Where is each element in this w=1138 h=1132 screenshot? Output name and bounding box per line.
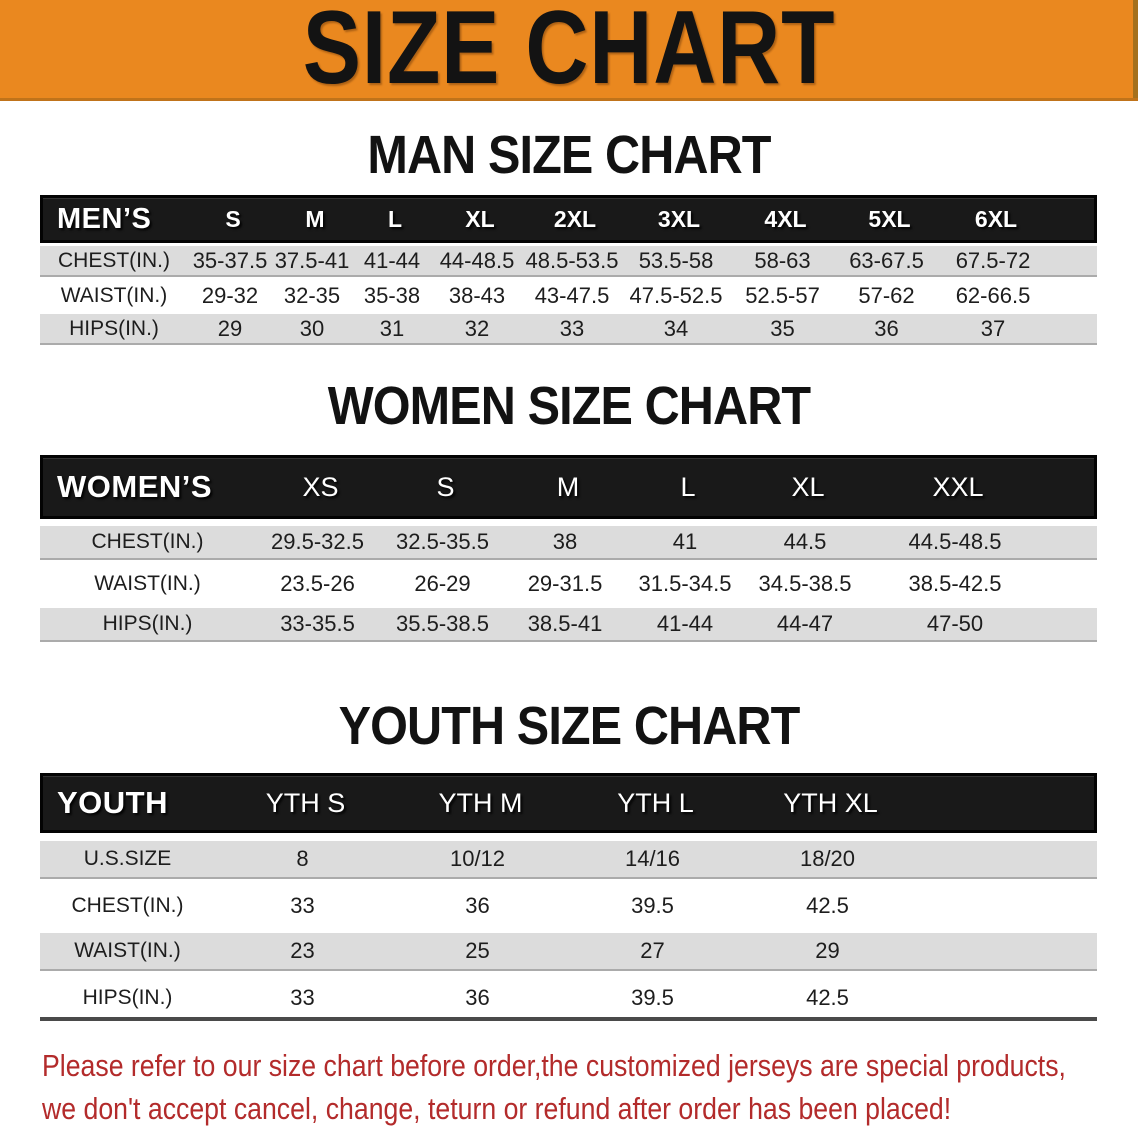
mens-size-value-2-1: 30 <box>299 315 325 341</box>
womens-size-value-0-3: 41 <box>672 529 698 554</box>
mens-size-value-1-8: 62-66.5 <box>955 282 1031 308</box>
womens-size-value-2-2: 38.5-41 <box>527 611 603 636</box>
womens-table-row-0 <box>40 526 1097 560</box>
youth-size-value-0-0: 8 <box>296 846 309 871</box>
mens-size-value-0-7: 63-67.5 <box>849 247 924 273</box>
heading-womens <box>0 376 1138 436</box>
youth-size-value-3-3: 42.5 <box>806 985 849 1010</box>
womens-size-value-0-4: 44.5 <box>783 529 827 554</box>
youth-row-label-3: HIPS(IN.) <box>82 986 173 1009</box>
youth-size-value-2-1: 25 <box>465 938 490 963</box>
womens-row-label-2: HIPS(IN.) <box>102 612 193 635</box>
mens-table-row-1 <box>40 280 1097 311</box>
mens-size-value-2-8: 37 <box>980 315 1006 341</box>
mens-size-value-0-3: 44-48.5 <box>439 247 515 273</box>
womens-size-value-2-3: 41-44 <box>656 611 714 636</box>
mens-header-row <box>40 195 1097 243</box>
mens-column-header-7: 5XL <box>868 205 911 232</box>
mens-row-label-1: WAIST(IN.) <box>60 283 168 307</box>
womens-size-value-2-0: 33-35.5 <box>280 611 355 636</box>
youth-table-row-1 <box>40 887 1097 925</box>
youth-size-value-0-1: 10/12 <box>449 846 506 871</box>
womens-size-value-2-1: 35.5-38.5 <box>396 611 489 636</box>
womens-row-label-0: CHEST(IN.) <box>91 530 204 553</box>
mens-column-header-5: 3XL <box>657 205 701 232</box>
youth-size-value-2-2: 27 <box>640 938 665 963</box>
mens-corner-label: MEN’S <box>57 202 152 235</box>
mens-column-header-0: S <box>225 205 241 232</box>
mens-size-value-1-2: 35-38 <box>363 282 421 308</box>
womens-size-value-0-2: 38 <box>552 529 578 554</box>
mens-size-value-2-3: 32 <box>464 315 490 341</box>
mens-row-label-0: CHEST(IN.) <box>58 248 170 272</box>
youth-column-header-1: YTH M <box>438 787 523 818</box>
disclaimer-line-1: Please refer to our size chart before order,the customized jerseys are special products, <box>42 1048 1066 1083</box>
womens-size-value-1-2: 29-31.5 <box>527 571 603 596</box>
womens-header-row <box>40 455 1097 519</box>
youth-size-value-3-0: 33 <box>290 985 315 1010</box>
mens-size-value-2-6: 35 <box>770 315 795 341</box>
section-youth <box>0 696 1138 1021</box>
youth-column-header-0: YTH S <box>265 787 346 818</box>
youth-corner-label: YOUTH <box>57 785 168 820</box>
youth-size-value-1-3: 42.5 <box>806 893 849 918</box>
womens-size-value-1-4: 34.5-38.5 <box>758 571 852 596</box>
womens-size-value-0-1: 32.5-35.5 <box>396 529 489 554</box>
womens-column-header-3: L <box>680 471 696 502</box>
heading-text-mens: MAN SIZE CHART <box>367 125 771 185</box>
womens-column-header-0: XS <box>302 471 339 502</box>
youth-row-label-1: CHEST(IN.) <box>71 894 184 917</box>
youth-size-value-0-2: 14/16 <box>624 846 681 871</box>
youth-size-value-3-2: 39.5 <box>631 985 674 1010</box>
mens-size-value-1-6: 52.5-57 <box>745 282 820 308</box>
womens-size-value-1-1: 26-29 <box>414 571 471 596</box>
mens-table <box>40 195 1097 345</box>
womens-size-value-2-5: 47-50 <box>926 611 984 636</box>
youth-column-header-2: YTH L <box>617 787 694 818</box>
size-chart-sections <box>0 125 1138 1021</box>
youth-size-value-2-0: 23 <box>290 938 315 963</box>
youth-row-label-0: U.S.SIZE <box>83 847 172 870</box>
mens-size-value-0-8: 67.5-72 <box>955 247 1031 273</box>
womens-table <box>40 455 1097 642</box>
mens-size-value-1-3: 38-43 <box>448 282 506 308</box>
womens-row-label-1: WAIST(IN.) <box>94 572 201 595</box>
mens-size-value-0-6: 58-63 <box>754 247 811 273</box>
youth-header-row <box>40 773 1097 833</box>
youth-size-value-3-1: 36 <box>465 985 490 1010</box>
youth-column-header-3: YTH XL <box>783 787 878 818</box>
youth-table-row-2 <box>40 933 1097 971</box>
mens-size-value-0-5: 53.5-58 <box>638 247 714 273</box>
mens-size-value-1-5: 47.5-52.5 <box>629 282 723 308</box>
heading-text-womens: WOMEN SIZE CHART <box>327 376 811 436</box>
youth-table <box>40 773 1097 1021</box>
mens-size-value-2-0: 29 <box>217 315 243 341</box>
mens-size-value-2-7: 36 <box>874 315 899 341</box>
mens-size-value-1-7: 57-62 <box>858 282 915 308</box>
mens-column-header-2: L <box>387 205 403 232</box>
disclaimer-line-2: we don't accept cancel, change, teturn or refund after order has been placed! <box>42 1091 952 1126</box>
heading-youth <box>0 696 1138 756</box>
banner-right-edge <box>1133 0 1138 98</box>
heading-text-youth: YOUTH SIZE CHART <box>338 696 800 756</box>
mens-table-row-0 <box>40 246 1097 277</box>
womens-column-header-5: XXL <box>932 471 984 502</box>
mens-size-value-0-4: 48.5-53.5 <box>525 247 619 273</box>
mens-size-value-2-2: 31 <box>379 315 405 341</box>
youth-size-value-2-3: 29 <box>815 938 840 963</box>
youth-size-value-1-0: 33 <box>290 893 315 918</box>
mens-column-header-4: 2XL <box>553 205 597 232</box>
mens-size-value-2-4: 33 <box>559 315 585 341</box>
section-womens <box>0 376 1138 642</box>
womens-size-value-1-3: 31.5-34.5 <box>638 571 732 596</box>
mens-table-row-2 <box>40 314 1097 345</box>
youth-size-value-1-2: 39.5 <box>631 893 674 918</box>
womens-column-header-2: M <box>556 471 580 502</box>
mens-size-value-2-5: 34 <box>663 315 689 341</box>
mens-size-value-1-4: 43-47.5 <box>534 282 610 308</box>
womens-column-header-1: S <box>436 471 455 502</box>
womens-column-header-4: XL <box>791 471 825 502</box>
mens-size-value-1-0: 29-32 <box>201 282 259 308</box>
womens-table-row-1 <box>40 567 1097 601</box>
heading-mens <box>0 125 1138 185</box>
womens-size-value-0-0: 29.5-32.5 <box>271 529 364 554</box>
mens-column-header-6: 4XL <box>764 205 807 232</box>
mens-size-value-0-1: 37.5-41 <box>274 247 350 273</box>
womens-size-value-2-4: 44-47 <box>776 611 834 636</box>
youth-table-row-0 <box>40 841 1097 879</box>
mens-size-value-0-2: 41-44 <box>363 247 421 273</box>
mens-column-header-1: M <box>305 205 325 232</box>
womens-corner-label: WOMEN’S <box>57 469 213 504</box>
youth-row-label-2: WAIST(IN.) <box>74 939 181 962</box>
womens-table-row-2 <box>40 608 1097 642</box>
womens-size-value-1-5: 38.5-42.5 <box>908 571 1002 596</box>
disclaimer <box>42 1044 1138 1130</box>
mens-row-label-2: HIPS(IN.) <box>69 316 159 340</box>
mens-column-header-8: 6XL <box>974 205 1018 232</box>
size-chart-banner <box>0 0 1138 106</box>
youth-size-value-0-3: 18/20 <box>799 846 856 871</box>
youth-size-value-1-1: 36 <box>465 893 490 918</box>
youth-table-row-3 <box>40 979 1097 1017</box>
womens-size-value-0-5: 44.5-48.5 <box>908 529 1002 554</box>
mens-size-value-0-0: 35-37.5 <box>192 247 268 273</box>
mens-column-header-3: XL <box>465 205 495 232</box>
section-mens <box>0 125 1138 345</box>
banner-title: SIZE CHART <box>302 0 836 106</box>
mens-size-value-1-1: 32-35 <box>283 282 341 308</box>
womens-size-value-1-0: 23.5-26 <box>280 571 355 596</box>
